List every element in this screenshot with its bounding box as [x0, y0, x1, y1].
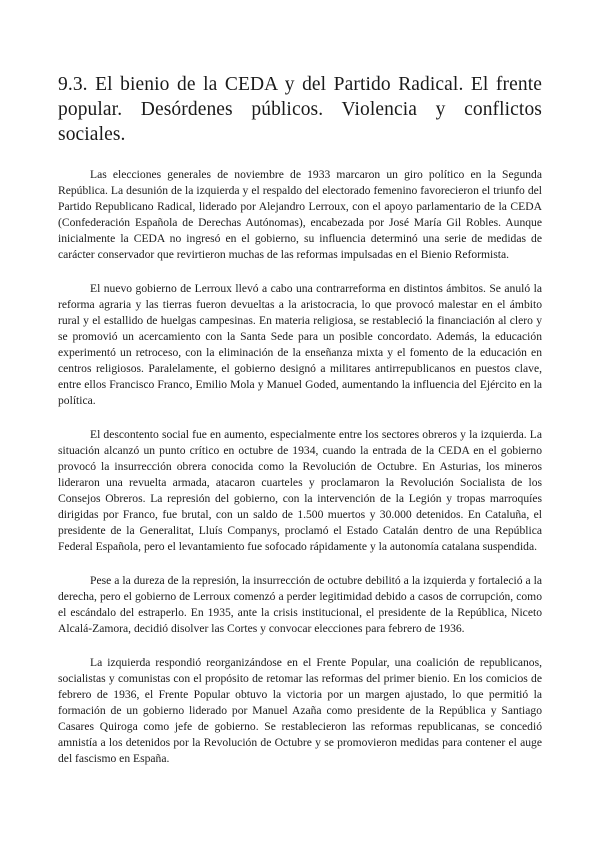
paragraph-revolucion-octubre: El descontento social fue en aumento, especialmente entre los sectores obreros y la izquierda. La situación alcanzó un punto crítico en octubre de 1934, cuando la entrada de la CEDA en el gobierno provocó la insurrección obrera conocida como la Revolución de Octubre. En Asturias, los mineros lideraron una revuelta armada, atacaron cuarteles y proclamaron la Revolución Socialista de los Consejos Obreros. La represión del gobierno, con la intervención de la Legión y tropas marroquíes dirigidas por Franco, fue brutal, con un saldo de 1.500 muertos y 30.000 detenidos. En Cataluña, el presidente de la Generalitat, Lluís Companys, proclamó el Estado Catalán dentro de una República Federal Española, pero el levantamiento fue sofocado rápidamente y la autonomía catalana suspendida.: [58, 428, 542, 553]
paragraph-elecciones-1933: Las elecciones generales de noviembre de 1933 marcaron un giro político en la Segunda República. La desunión de la izquierda y el respaldo del electorado femenino favorecieron el triunfo del Partido Republicano Radical, liderado por Alejandro Lerroux, con el apoyo parlamentario de la CEDA (Confederación Española de Derechas Autónomas), encabezada por José María Gil Robles. Aunque inicialmente la CEDA no ingresó en el gobierno, su influencia determinó una serie de medidas de carácter conservador que revirtieron muchas de las reformas impulsadas en el Bienio Reformista.: [58, 168, 542, 261]
paragraph-frente-popular: La izquierda respondió reorganizándose en el Frente Popular, una coalición de republicanos, socialistas y comunistas con el propósito de retomar las reformas del primer bienio. En los comicios de febrero de 1936, el Frente Popular obtuvo la victoria por un margen ajustado, lo que permitió la formación de un gobierno liderado por Manuel Azaña como presidente de la República y Santiago Casares Quiroga como jefe de gobierno. Se restablecieron las reformas republicanas, se concedió amnistía a los detenidos por la Revolución de Octubre y se promovieron medidas para contener el auge del fascismo en España.: [58, 656, 542, 765]
document-page: [58, 72, 542, 785]
section-title: 9.3. El bienio de la CEDA y del Partido Radical. El frente popular. Desórdenes públicos. Violencia y conflictos sociales.: [58, 74, 542, 145]
paragraph-crisis-lerroux: Pese a la dureza de la represión, la insurrección de octubre debilitó a la izquierda y fortaleció a la derecha, pero el gobierno de Lerroux comenzó a perder legitimidad debido a casos de corrupción, como el escándalo del estraperlo. En 1935, ante la crisis institucional, el presidente de la República, Niceto Alcalá-Zamora, decidió disolver las Cortes y convocar elecciones para febrero de 1936.: [58, 574, 542, 635]
paragraph-contrarreforma: El nuevo gobierno de Lerroux llevó a cabo una contrarreforma en distintos ámbitos. Se anuló la reforma agraria y las tierras fueron devueltas a la aristocracia, lo que provocó malestar en el ámbito rural y el estallido de huelgas campesinas. En materia religiosa, se restableció la financiación al clero y se promovió un acercamiento con la Santa Sede para un posible concordato. Además, la educación experimentó un retroceso, con la eliminación de la enseñanza mixta y el fomento de la educación en centros religiosos. Paralelamente, el gobierno designó a militares antirrepublicanos en puestos clave, entre ellos Francisco Franco, Emilio Mola y Manuel Goded, aumentando la influencia del Ejército en la política.: [58, 282, 542, 407]
